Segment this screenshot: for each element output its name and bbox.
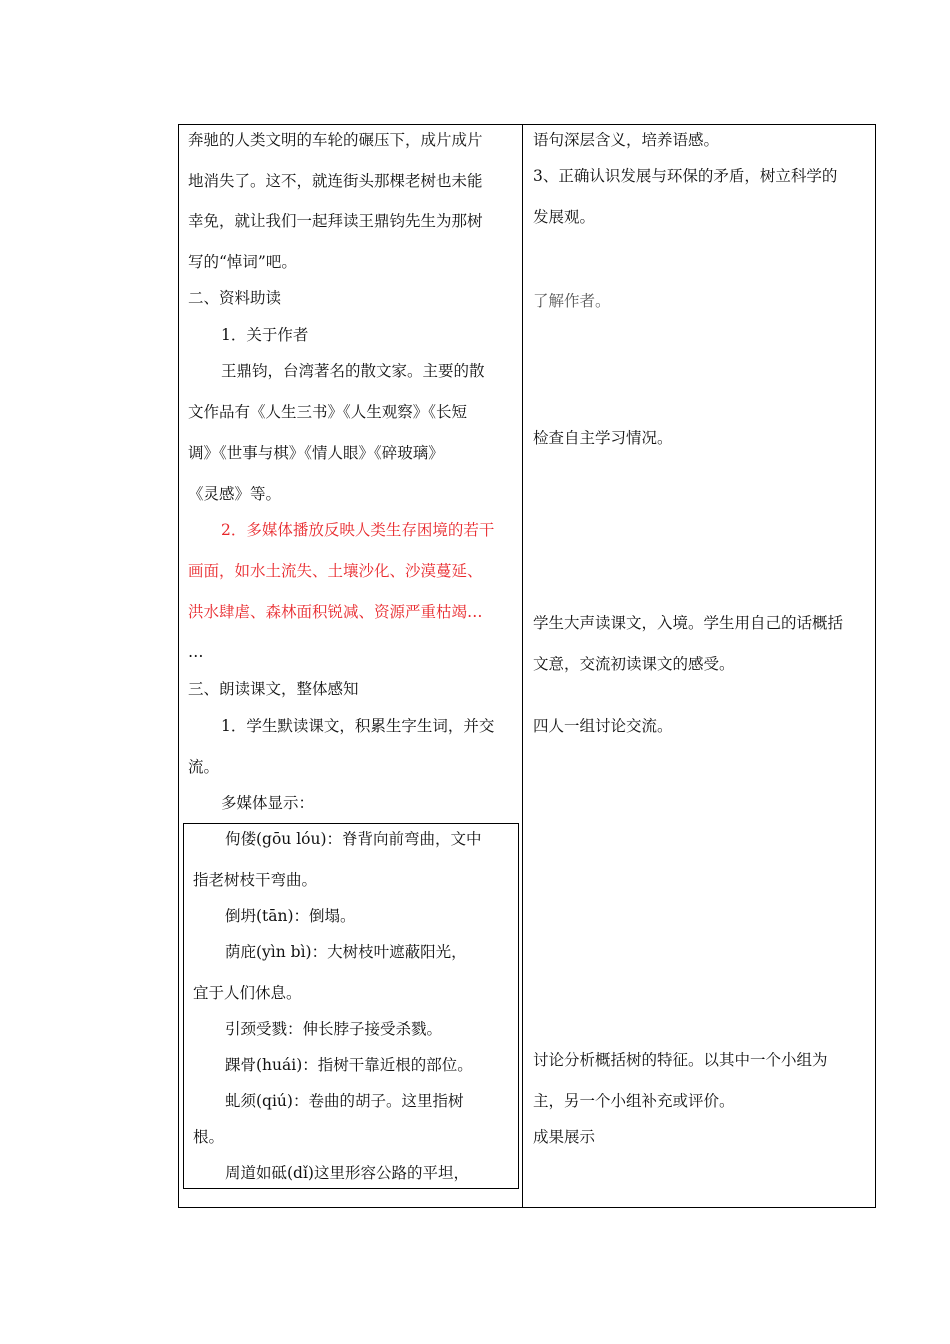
- intro-line-3: 幸免，就让我们一起拜读王鼎钧先生为那树: [188, 212, 483, 230]
- author-text-line-4: 《灵感》等。: [188, 485, 282, 503]
- section-3-item-line-1: 1．学生默读课文，积累生字生词，并交: [221, 717, 495, 735]
- check-study-note: 检查自主学习情况。: [533, 429, 673, 447]
- media-display-label: 多媒体显示：: [221, 794, 315, 812]
- know-author-note: 了解作者。: [533, 292, 611, 310]
- media-item-line-3: 洪水肆虐、森林面积锐减、资源严重枯竭…: [188, 603, 483, 621]
- media-item-line-1: 2．多媒体播放反映人类生存困境的若干: [221, 521, 495, 539]
- author-text-line-2: 文作品有《人生三书》《人生观察》《长短: [188, 403, 468, 421]
- about-author-heading: 1．关于作者: [221, 326, 309, 344]
- author-text-line-1: 王鼎钧，台湾著名的散文家。主要的散: [221, 362, 485, 380]
- group-discussion-note: 四人一组讨论交流。: [533, 717, 673, 735]
- column-divider: [522, 125, 523, 1207]
- lesson-plan-table: [178, 124, 876, 1208]
- vocab-line-2: 指老树枝干弯曲。: [193, 871, 318, 889]
- goal-3-line-2: 发展观。: [533, 208, 596, 226]
- vocab-line-6: 引颈受戮：伸长脖子接受杀戮。: [225, 1020, 443, 1038]
- intro-line-2: 地消失了。这不，就连街头那棵老树也未能: [188, 172, 483, 190]
- goal-3-line-1: 3、正确认识发展与环保的矛盾，树立科学的: [533, 167, 838, 185]
- goal-continuation: 语句深层含义，培养语感。: [533, 131, 720, 149]
- vocab-line-9: 根。: [193, 1128, 225, 1146]
- media-item-line-2: 画面，如水土流失、土壤沙化、沙漠蔓延、: [188, 562, 483, 580]
- vocab-line-3: 倒坍(tān)：倒塌。: [225, 907, 356, 925]
- vocab-line-7: 踝骨(huái)：指树干靠近根的部位。: [225, 1056, 473, 1074]
- section-3-item-line-2: 流。: [188, 758, 220, 776]
- media-item-line-4: …: [188, 643, 204, 661]
- author-text-line-3: 调》《世事与棋》《情人眼》《碎玻璃》: [188, 444, 444, 462]
- vocab-line-1: 佝偻(gōu lóu)：脊背向前弯曲，文中: [225, 830, 482, 848]
- vocab-line-5: 宜于人们休息。: [193, 984, 302, 1002]
- vocab-line-8: 虬须(qiú)：卷曲的胡子。这里指树: [225, 1092, 464, 1110]
- intro-line-1: 奔驰的人类文明的车轮的碾压下，成片成片: [188, 131, 483, 149]
- section-3-heading: 三、朗读课文，整体感知: [188, 680, 359, 698]
- intro-line-4: 写的“悼词”吧。: [188, 253, 297, 271]
- section-2-heading: 二、资料助读: [188, 289, 282, 307]
- discuss-line-1: 讨论分析概括树的特征。以其中一个小组为: [533, 1051, 828, 1069]
- vocab-line-10: 周道如砥(dǐ)这里形容公路的平坦，: [225, 1164, 469, 1182]
- read-aloud-line-2: 文意，交流初读课文的感受。: [533, 655, 735, 673]
- discuss-line-2: 主，另一个小组补充或评价。: [533, 1092, 735, 1110]
- read-aloud-line-1: 学生大声读课文，入境。学生用自己的话概括: [533, 614, 844, 632]
- vocab-line-4: 荫庇(yìn bì)：大树枝叶遮蔽阳光，: [225, 943, 467, 961]
- result-display-note: 成果展示: [533, 1128, 596, 1146]
- vocabulary-box: [183, 823, 519, 1189]
